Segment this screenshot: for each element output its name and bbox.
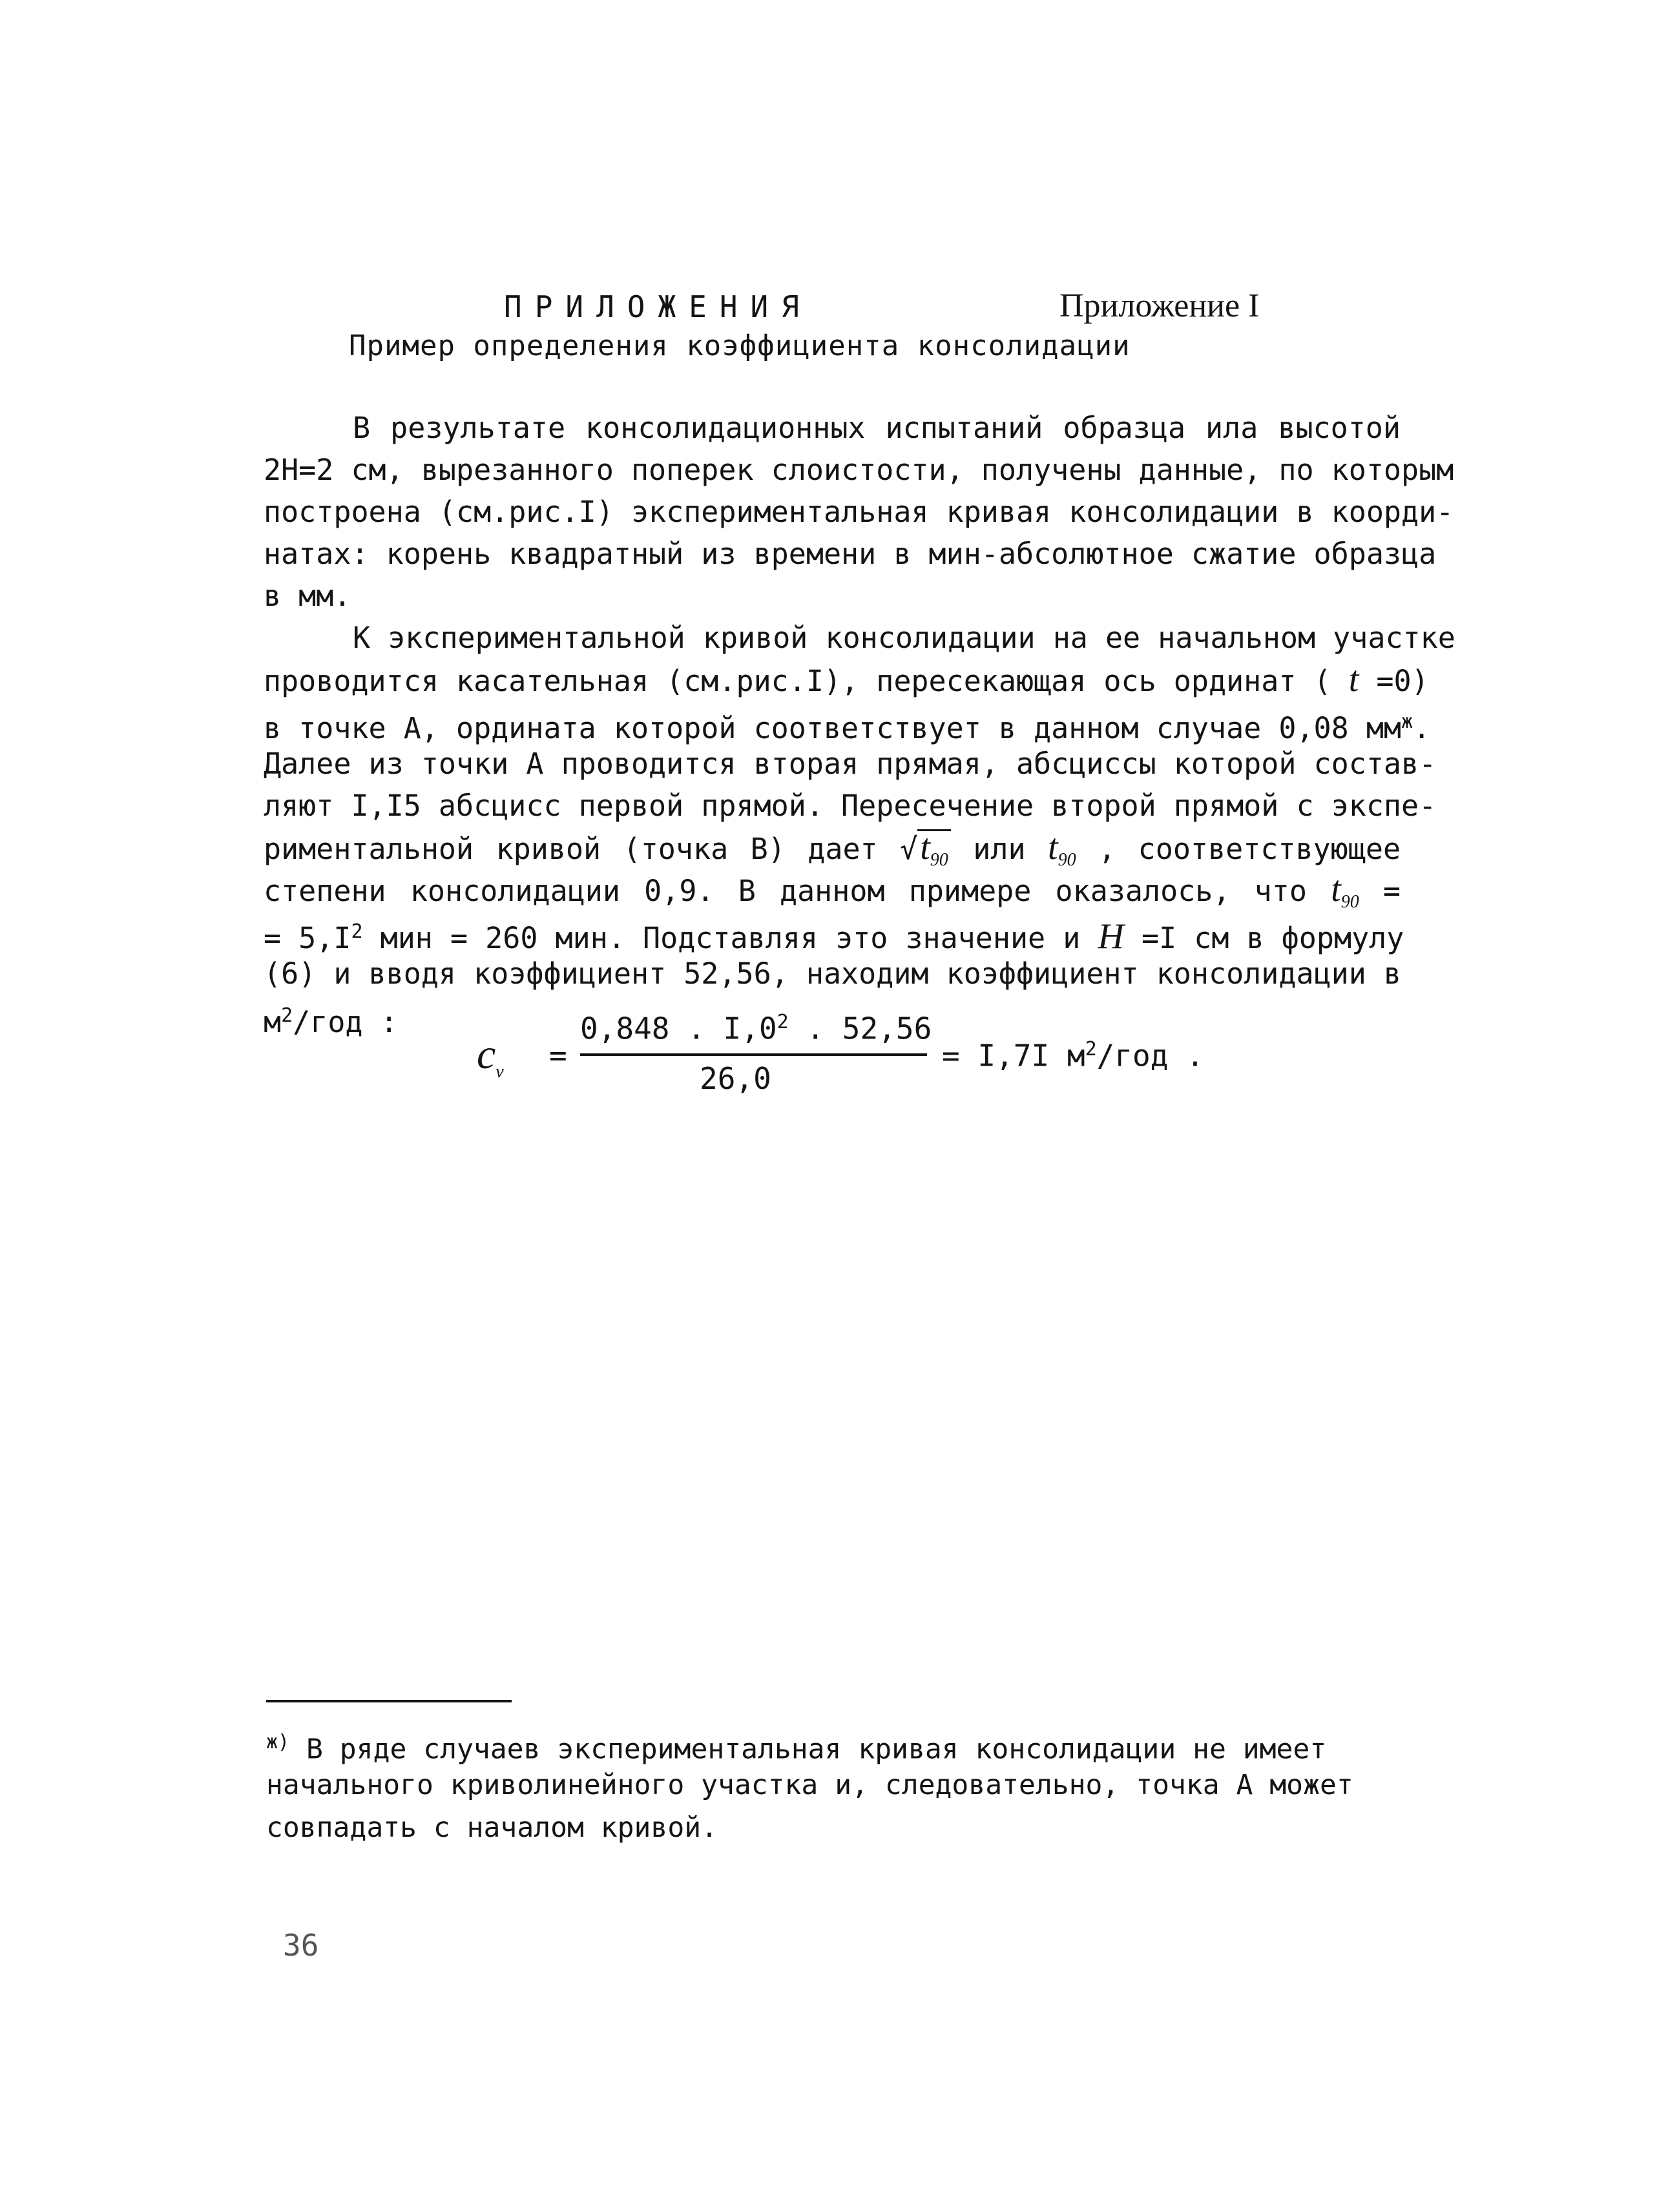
text-span: степени консолидации 0,9. В данном примере оказалось, что [264,874,1307,908]
text-span: м [264,1005,282,1039]
paragraph-line: (6) и вводя коэффициент 52,56, находим коэффициент консолидации в [264,956,1401,991]
sqrt-t90: $√t_{90}$ [900,832,951,866]
t90-subscript: 90 [930,850,948,870]
paragraph-line [264,827,1401,869]
text-span: =0) [1376,664,1429,698]
formula-symbol: $c_v$ [477,1031,504,1082]
t90-subscript: 90 [1058,850,1076,870]
paragraph-line: натах: корень квадратный из времени в мин-абсолютное сжатие образца [264,537,1437,571]
t90-symbol: t [1048,827,1058,867]
footnote-line: совпадать с началом кривой. [266,1812,718,1844]
text-span: = $5,I^2$ [264,920,363,955]
footnote [266,1721,1358,1849]
paragraph-line: в мм. [264,579,351,613]
section-title: ПРИЛОЖЕНИЯ [504,289,812,324]
text-span: риментальной кривой (точка В) дает [264,832,878,866]
footnote-line: $^{ж)}$ В ряде случаев экспериментальная кривая консолидации не имеет [266,1731,1327,1766]
fraction-bar [751,1053,927,1056]
footnote-mark: ж [1401,710,1413,733]
t90-subscript: 90 [1340,892,1359,912]
paragraph-line [264,701,1431,745]
text-span: /год : [293,1005,398,1039]
paragraph-1 [264,407,1454,617]
example-title: Пример определения коэффициента консолидации [349,329,1131,362]
paragraph-2 [264,617,1455,1039]
consolidation-formula [477,1011,1252,1108]
t90-symbol: t [920,827,930,867]
paragraph-line: построена (см.рис.I) экспериментальная кривая консолидации в коорди- [264,495,1454,529]
text-span: или [973,832,1026,866]
paragraph-line [264,869,1401,911]
formula-subscript: v [495,1062,504,1082]
footnote-divider [266,1700,512,1702]
page-number: 36 [283,1928,319,1963]
footnote-line: начального криволинейного участка и, следовательно, точка А может [266,1769,1353,1801]
power-sup: 2 [351,920,363,943]
time-symbol: t [1348,659,1359,699]
text-span: , соответствующее [1098,832,1401,866]
formula-numerator: 0,848 . $I,0^2$ . 52,56 [580,1011,932,1046]
power-sup: 2 [281,1004,293,1027]
text-span: =I см в формулу [1141,921,1404,955]
fraction-bar [580,1053,753,1056]
paragraph-line: Далее из точки А проводится вторая прямая, абсциссы которой состав- [264,747,1437,781]
paragraph-line [264,659,1429,701]
t90-symbol: t [1331,869,1341,909]
footnote-marker: ж) [266,1731,290,1753]
paragraph-line: ляют I,I5 абсцисс первой прямой. Пересечение второй прямой с экспе- [264,789,1437,823]
text-span: в точке А, ордината которой соответствует в данном случае 0,08 мм [264,711,1401,745]
formula-result: = I,7I $м^2$/год . [942,1038,1204,1073]
formula-equals: = [549,1038,567,1073]
formula-denominator: 26,0 [700,1061,771,1096]
text-span: = [1382,874,1401,908]
paragraph-line [264,911,1404,956]
paragraph-line: К экспериментальной кривой консолидации на ее начальном участке [353,621,1455,655]
text-span: мин = 260 мин. Подставляя это значение и [380,921,1081,955]
t90-term [1331,869,1401,912]
h-symbol: H [1098,916,1124,956]
text-span: . [1413,711,1431,745]
paragraph-line: В результате консолидационных испытаний образца ила высотой [353,411,1401,445]
paragraph-line: 2Н=2 см, вырезанного поперек слоистости, получены данные, по которым [264,453,1454,487]
appendix-label: Приложение I [1059,287,1260,324]
text-span: проводится касательная (см.рис.I), пересекающая ось ординат ( [264,664,1331,698]
t90-term [1048,827,1076,870]
